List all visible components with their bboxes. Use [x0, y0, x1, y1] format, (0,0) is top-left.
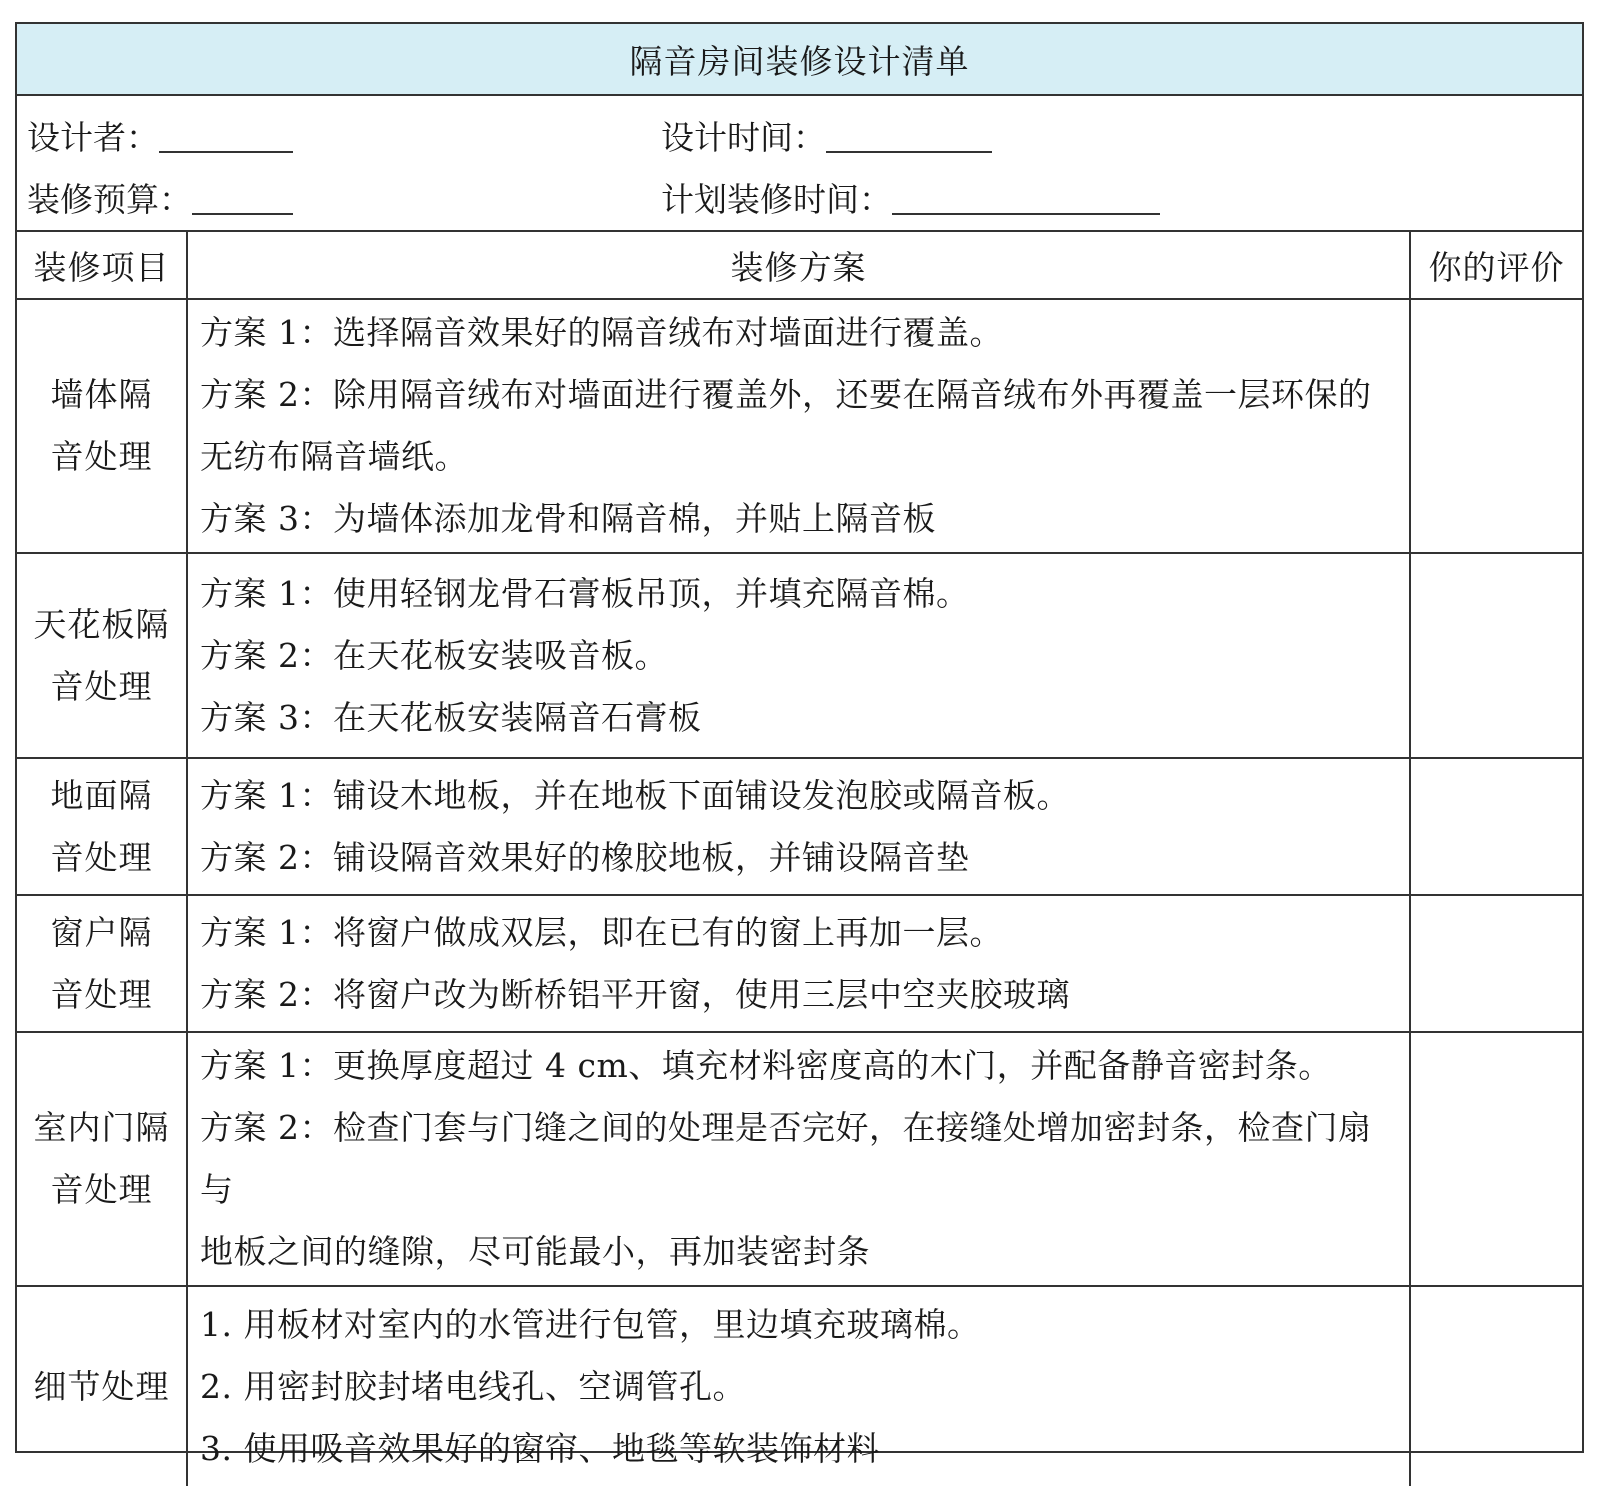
evaluation-cell[interactable] [1410, 1032, 1582, 1286]
plan-line: 方案 1：更换厚度超过 4 cm、填充材料密度高的木门，并配备静音密封条。 [200, 1046, 1332, 1085]
item-cell [17, 1286, 187, 1486]
table-row [17, 299, 1582, 553]
evaluation-cell[interactable] [1410, 299, 1582, 553]
plan-cell [187, 758, 1410, 895]
item-cell [17, 553, 187, 758]
item-cell [17, 758, 187, 895]
plan-line: 方案 1：将窗户做成双层，即在已有的窗上再加一层。 [200, 912, 1003, 952]
plan-time-label: 计划装修时间： [661, 180, 892, 219]
item-label: 室内门隔 [33, 1108, 170, 1147]
plan-cell [187, 895, 1410, 1032]
plan-line: 无纺布隔音墙纸。 [200, 437, 468, 476]
plan-line: 地板之间的缝隙，尽可能最小，再加装密封条 [200, 1232, 870, 1271]
plan-line: 方案 2：将窗户改为断桥铝平开窗，使用三层中空夹胶玻璃 [200, 974, 1070, 1014]
plan-line: 方案 2：在天花板安装吸音板。 [200, 635, 668, 675]
design-time-field [661, 112, 992, 159]
evaluation-cell[interactable] [1410, 1286, 1582, 1486]
plan-time-field [661, 174, 1160, 221]
plan-cell [187, 1286, 1410, 1486]
plan-line: 方案 3：为墙体添加龙骨和隔音棉，并贴上隔音板 [200, 499, 936, 538]
plan-cell [187, 553, 1410, 758]
plan-line: 2. 用密封胶封堵电线孔、空调管孔。 [200, 1366, 746, 1406]
table-row [17, 1032, 1582, 1286]
evaluation-cell[interactable] [1410, 553, 1582, 758]
item-label: 细节处理 [33, 1366, 170, 1406]
budget-blank[interactable] [192, 212, 293, 215]
evaluation-cell[interactable] [1410, 895, 1582, 1032]
table-row [17, 758, 1582, 895]
plan-line: 方案 1：铺设木地板，并在地板下面铺设发泡胶或隔音板。 [200, 775, 1070, 815]
plan-line: 方案 2：检查门套与门缝之间的处理是否完好，在接缝处增加密封条，检查门扇与 [200, 1108, 1372, 1209]
item-label: 音处理 [50, 1170, 153, 1209]
plan-line: 方案 2：铺设隔音效果好的橡胶地板，并铺设隔音垫 [200, 837, 970, 877]
plan-line: 方案 1：使用轻钢龙骨石膏板吊顶，并填充隔音棉。 [200, 573, 970, 613]
budget-field [27, 174, 293, 221]
table-row [17, 895, 1582, 1032]
item-label: 窗户隔 [50, 912, 153, 952]
table-header-row [17, 232, 1582, 299]
item-label: 音处理 [50, 974, 153, 1014]
item-cell [17, 1032, 187, 1286]
designer-label: 设计者： [27, 118, 159, 157]
header-evaluation: 你的评价 [1410, 232, 1582, 299]
item-label: 音处理 [50, 837, 153, 877]
plan-line: 3. 使用吸音效果好的窗帘、地毯等软装饰材料 [200, 1428, 880, 1468]
budget-label: 装修预算： [27, 180, 192, 219]
plan-line: 方案 3：在天花板安装隔音石膏板 [200, 697, 702, 737]
info-section [17, 96, 1582, 232]
item-label: 音处理 [50, 666, 153, 706]
item-cell [17, 895, 187, 1032]
item-label: 音处理 [50, 437, 153, 476]
design-time-label: 设计时间： [661, 118, 826, 157]
table-row [17, 1286, 1582, 1486]
header-item: 装修项目 [17, 232, 187, 299]
plan-time-blank[interactable] [892, 212, 1160, 215]
item-label: 天花板隔 [33, 604, 170, 644]
header-plan: 装修方案 [187, 232, 1410, 299]
item-cell [17, 299, 187, 553]
plan-cell [187, 1032, 1410, 1286]
item-label: 地面隔 [50, 775, 153, 815]
designer-field [27, 112, 293, 159]
table-row [17, 553, 1582, 758]
plan-line: 方案 2：除用隔音绒布对墙面进行覆盖外，还要在隔音绒布外再覆盖一层环保的 [200, 375, 1372, 414]
plan-table [17, 232, 1582, 1486]
plan-line: 方案 1：选择隔音效果好的隔音绒布对墙面进行覆盖。 [200, 313, 1003, 352]
item-label: 墙体隔 [50, 375, 153, 414]
plan-line: 1. 用板材对室内的水管进行包管，里边填充玻璃棉。 [200, 1304, 981, 1344]
designer-blank[interactable] [159, 150, 293, 153]
checklist-title: 隔音房间装修设计清单 [17, 24, 1582, 96]
design-checklist-sheet [15, 22, 1584, 1468]
plan-cell [187, 299, 1410, 553]
design-time-blank[interactable] [826, 150, 992, 153]
evaluation-cell[interactable] [1410, 758, 1582, 895]
